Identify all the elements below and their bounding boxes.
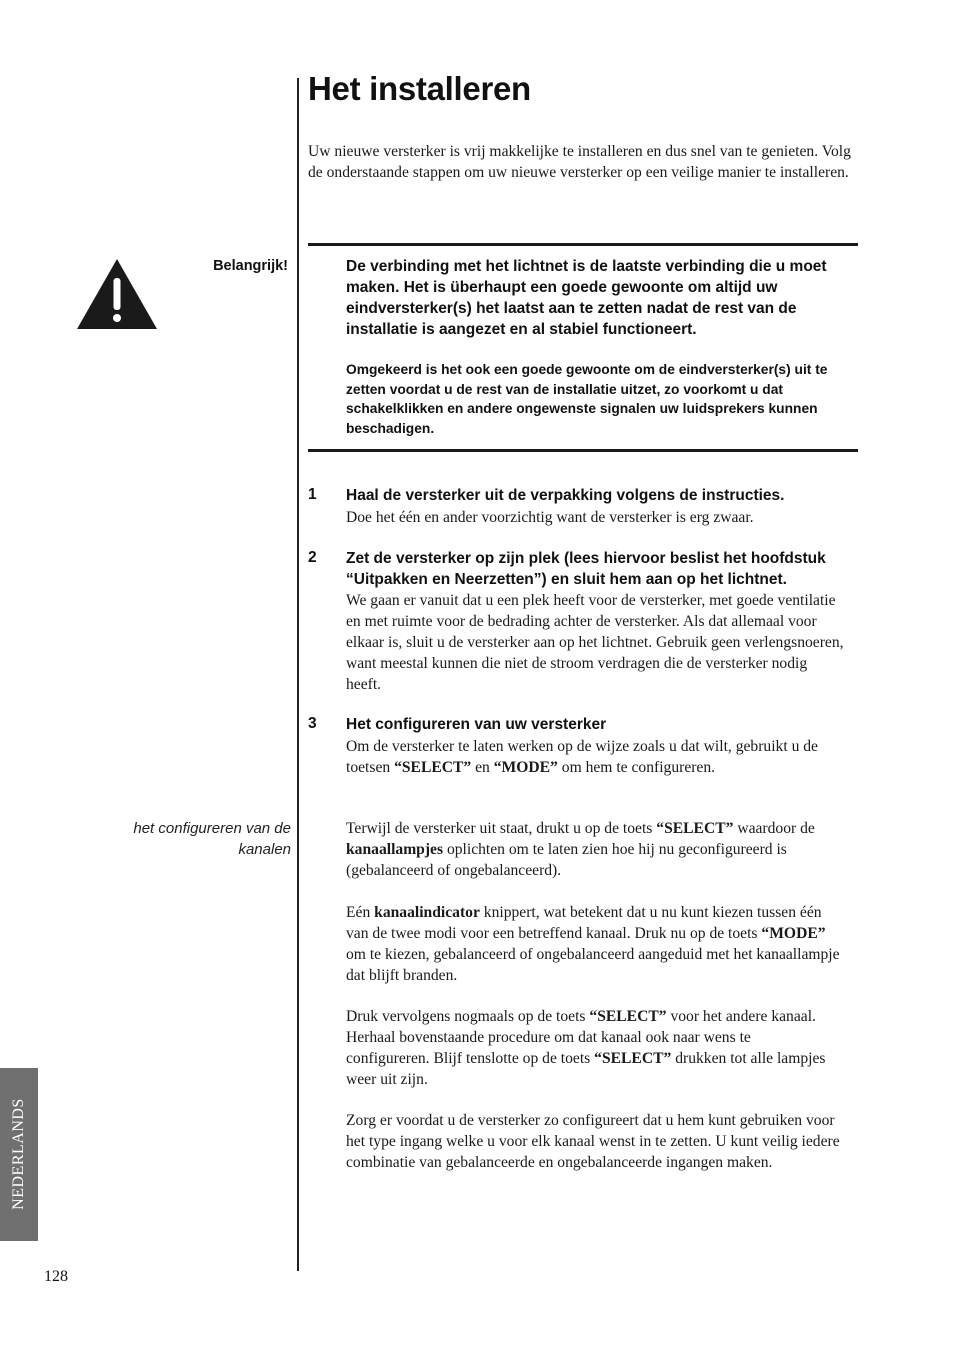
step-number: 2 [308,549,317,566]
important-label: Belangrijk! [213,258,288,274]
step-heading: Het configureren van uw versterker [346,716,607,733]
step-number: 3 [308,715,317,732]
step-body: We gaan er vanuit dat u een plek heeft voor de versterker, met goede ventilatie en met ruimte voor de bedrading achter de versterker. Als dat allemaal voor elkaar is, sluit u de versterker aan op het lichtnet. Gebruik geen verlengsnoeren, want meestal kunnen die niet de stroom verdragen die de versterker nodig heeft. [346,592,844,693]
language-tab-label: NEDERLANDS [10,1098,27,1210]
step-heading: Haal de versterker uit de verpakking volgens de instructies. [346,487,785,504]
page-number: 128 [44,1268,68,1285]
step-heading: Zet de versterker op zijn plek (lees hiervoor beslist het hoofdstuk “Uitpakken en Neerzetten”) en sluit hem aan op het lichtnet. [346,550,826,588]
warning-triangle-icon [76,258,158,335]
select-key-label: “SELECT” [394,759,472,776]
important-text-1: De verbinding met het lichtnet is de laatste verbinding die u moet maken. Het is überhaupt een goede gewoonte om altijd uw eindversterker(s) het laatst aan te zetten nadat de rest van de installatie is aangezet en al stabiel functioneert. [346,258,827,338]
important-bottom-rule [308,449,858,452]
important-text-2: Omgekeerd is het ook een goede gewoonte om de eindversterker(s) uit te zetten voordat u de rest van de installatie uitzet, zo voorkomt u dat schakelklikken en andere ongewenste signalen uw luidsprekers kunnen beschadigen. [346,362,828,436]
mode-key-label: “MODE” [493,759,558,776]
language-tab [0,1068,38,1241]
step-body: Doe het één en ander voorzichtig want de versterker is erg zwaar. [346,509,754,526]
important-top-rule [308,243,858,246]
column-divider [297,78,299,1271]
channels-paragraph-3: Druk vervolgens nogmaals op de toets “SELECT” voor het andere kanaal. Herhaal bovenstaande procedure om dat kanaal ook naar wens te configureren. Blijf tenslotte op de toets “SELECT” drukken tot alle lampjes weer uit zijn. [346,1008,826,1088]
channels-paragraph-4: Zorg er voordat u de versterker zo configureert dat u hem kunt gebruiken voor het type ingang welke u voor elk kanaal wenst in te zetten. U kunt veilig iedere combinatie van gebalanceerde en ongebalanceerde ingangen maken. [346,1112,840,1171]
channels-paragraph-1: Terwijl de versterker uit staat, drukt u op de toets “SELECT” waardoor de kanaallampjes oplichten om te laten zien hoe hij nu geconfigureerd is (gebalanceerd of ongebalanceerd). [346,820,815,879]
step-body: Om de versterker te laten werken op de wijze zoals u dat wilt, gebruikt u de toetsen “SELECT” en “MODE” om hem te configureren. [346,738,818,776]
channels-paragraph-2: Eén kanaalindicator knippert, wat betekent dat u nu kunt kiezen tussen één van de twee modi voor een betreffend kanaal. Druk nu op de toets “MODE” om te kiezen, gebalanceerd of ongebalanceerd aangeduid met het kanaallampje dat blijft branden. [346,904,840,984]
intro-paragraph: Uw nieuwe versterker is vrij makkelijke te installeren en dus snel van te genieten. Volg de onderstaande stappen om uw nieuwe versterker op een veilige manier te installeren. [308,143,851,181]
side-note: het configureren van de kanalen [133,820,291,858]
step-number: 1 [308,486,317,503]
page-title: Het installeren [308,70,531,107]
